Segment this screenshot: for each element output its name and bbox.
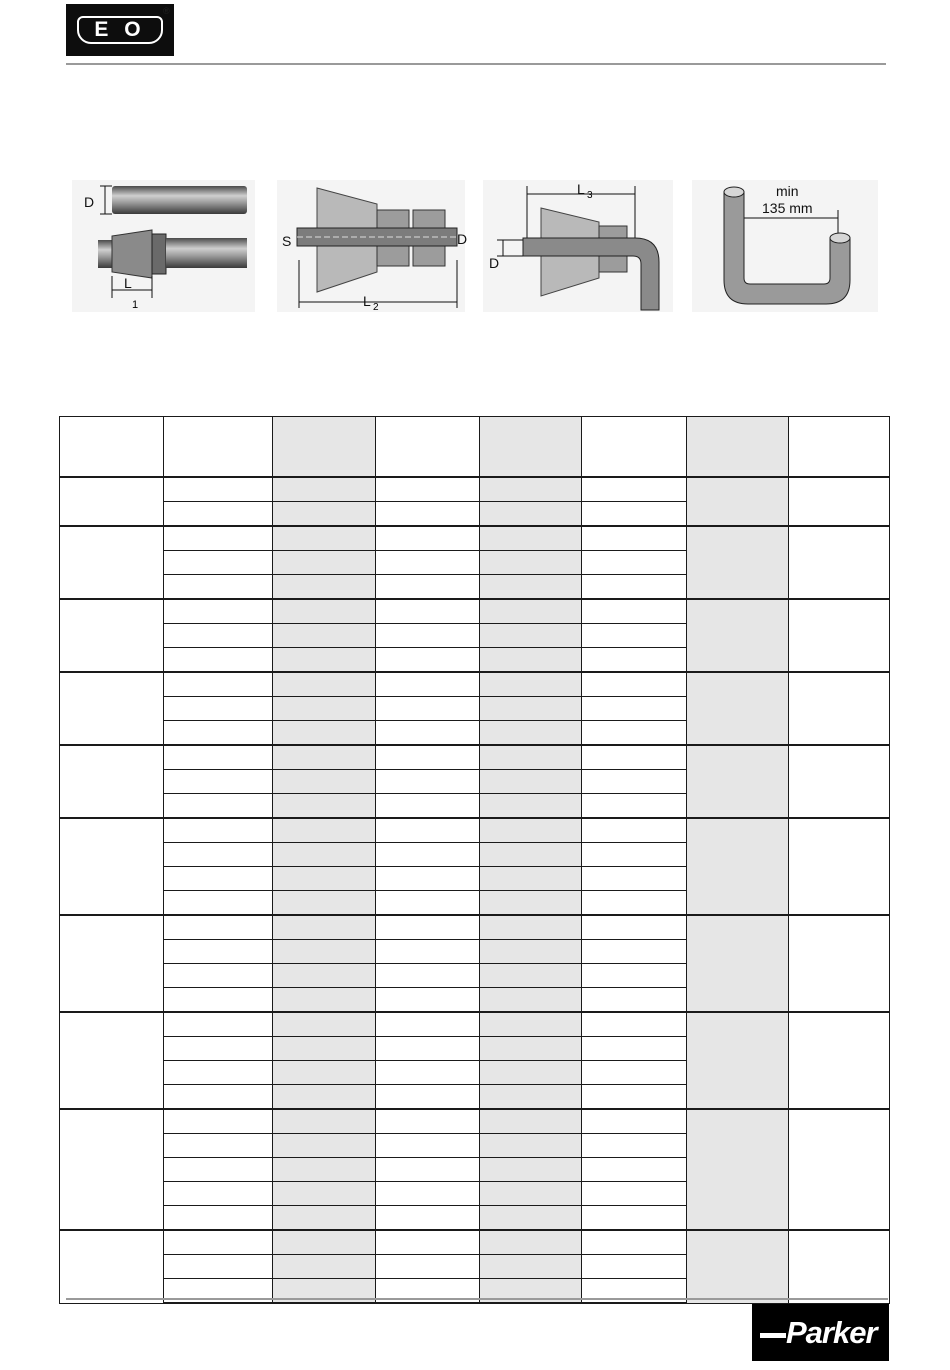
table-cell <box>582 1230 687 1255</box>
tube-section <box>112 186 247 214</box>
table-cell <box>687 477 789 526</box>
table-cell <box>273 1037 376 1061</box>
table-cell <box>582 794 687 819</box>
table-cell <box>164 940 273 964</box>
table-cell <box>582 1255 687 1279</box>
table-row <box>60 745 890 770</box>
table-cell <box>582 721 687 746</box>
table-cell <box>582 1158 687 1182</box>
column-header <box>582 417 687 478</box>
table-cell <box>273 599 376 624</box>
table-cell <box>687 599 789 672</box>
footer-divider <box>66 1298 888 1300</box>
table-cell <box>164 551 273 575</box>
figure-u-bend <box>692 180 878 312</box>
table-row <box>60 1109 890 1134</box>
fig2-label-d: D <box>457 231 468 247</box>
table-cell <box>789 1230 890 1303</box>
table-cell <box>789 915 890 1012</box>
table-cell <box>582 526 687 551</box>
table-cell <box>687 526 789 599</box>
fig3-label-l: L <box>577 181 585 197</box>
table-row <box>60 599 890 624</box>
table-cell <box>480 915 582 940</box>
fig1-label-d: D <box>84 194 95 210</box>
table-row <box>60 477 890 502</box>
table-cell <box>273 940 376 964</box>
table-cell <box>376 891 480 916</box>
table-cell <box>480 1109 582 1134</box>
table-cell <box>273 526 376 551</box>
table-cell <box>480 1061 582 1085</box>
table-cell <box>376 502 480 527</box>
table-cell <box>582 1182 687 1206</box>
table-cell <box>582 891 687 916</box>
column-header <box>376 417 480 478</box>
table-cell <box>687 1012 789 1109</box>
table-row <box>60 1012 890 1037</box>
table-row <box>60 672 890 697</box>
table-cell <box>376 697 480 721</box>
parker-logo-mark <box>760 1333 786 1338</box>
table-cell <box>376 915 480 940</box>
table-cell <box>480 1012 582 1037</box>
parker-logo <box>752 1304 889 1361</box>
table-cell <box>687 915 789 1012</box>
table-cell <box>376 794 480 819</box>
table-cell <box>164 1134 273 1158</box>
table-body <box>60 477 890 1303</box>
table-cell <box>789 1109 890 1230</box>
table-cell <box>376 1012 480 1037</box>
table-cell <box>273 477 376 502</box>
table-cell <box>164 1085 273 1110</box>
table-cell <box>789 745 890 818</box>
table-cell <box>480 697 582 721</box>
table-cell <box>164 867 273 891</box>
table-cell <box>480 599 582 624</box>
u-bend-drawing <box>692 180 878 312</box>
table-cell <box>376 818 480 843</box>
table-cell <box>687 672 789 745</box>
table-cell <box>60 745 164 818</box>
table-cell <box>582 697 687 721</box>
table-cell <box>480 672 582 697</box>
table-cell <box>480 843 582 867</box>
table-cell <box>164 915 273 940</box>
table-cell <box>582 1206 687 1231</box>
table-cell <box>480 551 582 575</box>
figure-fitting-length <box>277 180 468 313</box>
table-cell <box>376 551 480 575</box>
eo-logo-text: E O <box>77 16 163 44</box>
fig3-label-d: D <box>489 255 500 271</box>
table-cell <box>273 1012 376 1037</box>
table-cell <box>164 1158 273 1182</box>
table-cell <box>687 1109 789 1230</box>
table-cell <box>273 745 376 770</box>
table-cell <box>480 745 582 770</box>
table-cell <box>164 648 273 673</box>
table-cell <box>376 988 480 1013</box>
table-cell <box>164 770 273 794</box>
table-cell <box>582 1037 687 1061</box>
table-cell <box>582 672 687 697</box>
table-cell <box>273 1109 376 1134</box>
table-cell <box>480 1158 582 1182</box>
table-cell <box>376 1182 480 1206</box>
table-cell <box>164 721 273 746</box>
table-cell <box>273 624 376 648</box>
table-cell <box>582 988 687 1013</box>
table-cell <box>789 477 890 526</box>
table-cell <box>582 1085 687 1110</box>
fig2-label-l-sub: 2 <box>373 302 379 313</box>
table-row <box>60 1230 890 1255</box>
table-cell <box>582 502 687 527</box>
table-cell <box>582 843 687 867</box>
table-cell <box>273 551 376 575</box>
table-cell <box>582 624 687 648</box>
table-cell <box>376 1230 480 1255</box>
table-cell <box>164 502 273 527</box>
table-cell <box>376 1158 480 1182</box>
table-cell <box>60 818 164 915</box>
table-cell <box>480 940 582 964</box>
table-cell <box>273 794 376 819</box>
table-cell <box>60 1230 164 1303</box>
fig4-label-dist: 135 mm <box>762 200 813 216</box>
table-cell <box>60 477 164 526</box>
table-cell <box>480 1182 582 1206</box>
table-cell <box>164 891 273 916</box>
table-cell <box>480 721 582 746</box>
fig2-label-s: S <box>282 233 292 249</box>
table-cell <box>582 1012 687 1037</box>
table-cell <box>273 843 376 867</box>
table-cell <box>273 575 376 600</box>
table-cell <box>376 599 480 624</box>
table-cell <box>687 818 789 915</box>
table-cell <box>376 526 480 551</box>
table-cell <box>480 794 582 819</box>
table-cell <box>582 915 687 940</box>
table-cell <box>164 575 273 600</box>
table-cell <box>582 551 687 575</box>
column-header <box>789 417 890 478</box>
table-cell <box>60 1012 164 1109</box>
column-header <box>164 417 273 478</box>
table-cell <box>376 1061 480 1085</box>
table-cell <box>480 867 582 891</box>
table-cell <box>164 745 273 770</box>
figure-bend-distance <box>483 180 673 312</box>
table-cell <box>582 940 687 964</box>
table-cell <box>273 915 376 940</box>
table-cell <box>480 624 582 648</box>
table-cell <box>273 891 376 916</box>
table-cell <box>789 1012 890 1109</box>
table-cell <box>164 1182 273 1206</box>
table-cell <box>376 575 480 600</box>
table-cell <box>582 745 687 770</box>
table-cell <box>164 843 273 867</box>
eo-logo <box>66 4 174 56</box>
table-cell <box>480 1206 582 1231</box>
table-cell <box>480 526 582 551</box>
table-cell <box>480 1255 582 1279</box>
table-cell <box>273 988 376 1013</box>
bend-distance-drawing <box>483 180 673 312</box>
table-cell <box>164 1230 273 1255</box>
fig3-label-l-sub: 3 <box>587 190 593 201</box>
table-cell <box>582 648 687 673</box>
table-cell <box>376 1255 480 1279</box>
table-cell <box>376 745 480 770</box>
table-cell <box>376 940 480 964</box>
parker-logo-text: Parker <box>786 1315 877 1350</box>
table-cell <box>273 1061 376 1085</box>
table-cell <box>376 1037 480 1061</box>
table-cell <box>480 477 582 502</box>
table-cell <box>376 721 480 746</box>
table-cell <box>582 575 687 600</box>
table-cell <box>789 599 890 672</box>
table-cell <box>273 770 376 794</box>
table-cell <box>60 526 164 599</box>
table-cell <box>273 1230 376 1255</box>
table-cell <box>582 477 687 502</box>
table-cell <box>582 818 687 843</box>
table-cell <box>164 818 273 843</box>
header-divider <box>66 63 886 65</box>
table-cell <box>164 1012 273 1037</box>
table-cell <box>582 964 687 988</box>
table-cell <box>376 867 480 891</box>
table-cell <box>164 1206 273 1231</box>
table-cell <box>480 1134 582 1158</box>
table-cell <box>164 477 273 502</box>
table-cell <box>60 599 164 672</box>
fig1-label-l-sub: 1 <box>132 299 139 311</box>
fig1-label-l: L <box>124 275 132 291</box>
table-cell <box>164 1061 273 1085</box>
table-cell <box>687 1230 789 1303</box>
table-cell <box>164 672 273 697</box>
table-row <box>60 915 890 940</box>
table-cell <box>376 1109 480 1134</box>
table-cell <box>480 1085 582 1110</box>
table-cell <box>376 964 480 988</box>
table-cell <box>164 599 273 624</box>
table-cell <box>376 624 480 648</box>
table-cell <box>582 770 687 794</box>
table-cell <box>480 770 582 794</box>
tube-insertion-drawing <box>72 180 255 312</box>
table-cell <box>480 502 582 527</box>
table-cell <box>582 1109 687 1134</box>
table-cell <box>480 575 582 600</box>
dimension-table <box>59 416 890 1304</box>
table-row <box>60 526 890 551</box>
figure-tube-insertion <box>72 180 255 312</box>
table-cell <box>376 648 480 673</box>
table-cell <box>164 794 273 819</box>
table-cell <box>273 502 376 527</box>
table-cell <box>480 1037 582 1061</box>
table-cell <box>273 1085 376 1110</box>
fig2-label-l: L <box>363 293 371 309</box>
table-cell <box>687 745 789 818</box>
table-cell <box>273 721 376 746</box>
column-header <box>480 417 582 478</box>
table-cell <box>164 1037 273 1061</box>
table-cell <box>273 1206 376 1231</box>
table-cell <box>376 1134 480 1158</box>
table-cell <box>273 1182 376 1206</box>
table-cell <box>273 1134 376 1158</box>
table-cell <box>582 599 687 624</box>
table-cell <box>273 867 376 891</box>
fitting-length-drawing <box>277 180 468 313</box>
table-cell <box>480 818 582 843</box>
table-cell <box>60 915 164 1012</box>
table-cell <box>273 1158 376 1182</box>
table-cell <box>376 477 480 502</box>
table-cell <box>60 1109 164 1230</box>
table-cell <box>273 648 376 673</box>
table-cell <box>480 964 582 988</box>
column-header <box>687 417 789 478</box>
table-cell <box>164 526 273 551</box>
table-cell <box>789 526 890 599</box>
table-cell <box>582 1134 687 1158</box>
table-cell <box>164 624 273 648</box>
table-row <box>60 818 890 843</box>
table-cell <box>582 1061 687 1085</box>
table-cell <box>480 648 582 673</box>
table-cell <box>273 964 376 988</box>
table-cell <box>376 1206 480 1231</box>
table-cell <box>480 988 582 1013</box>
registered-mark: ® <box>163 6 170 16</box>
table-cell <box>273 818 376 843</box>
table-cell <box>164 988 273 1013</box>
table-cell <box>376 770 480 794</box>
table-header-row <box>60 417 890 478</box>
table-cell <box>273 697 376 721</box>
table-cell <box>164 1255 273 1279</box>
table-cell <box>789 672 890 745</box>
table-cell <box>164 697 273 721</box>
fig4-label-min: min <box>776 183 799 199</box>
table-cell <box>789 818 890 915</box>
table-cell <box>60 672 164 745</box>
column-header <box>60 417 164 478</box>
table-cell <box>164 964 273 988</box>
table-cell <box>273 1255 376 1279</box>
table-cell <box>273 672 376 697</box>
table-cell <box>376 843 480 867</box>
table-cell <box>582 867 687 891</box>
table-cell <box>480 891 582 916</box>
table-cell <box>376 672 480 697</box>
table-cell <box>164 1109 273 1134</box>
table-cell <box>480 1230 582 1255</box>
table-cell <box>376 1085 480 1110</box>
column-header <box>273 417 376 478</box>
